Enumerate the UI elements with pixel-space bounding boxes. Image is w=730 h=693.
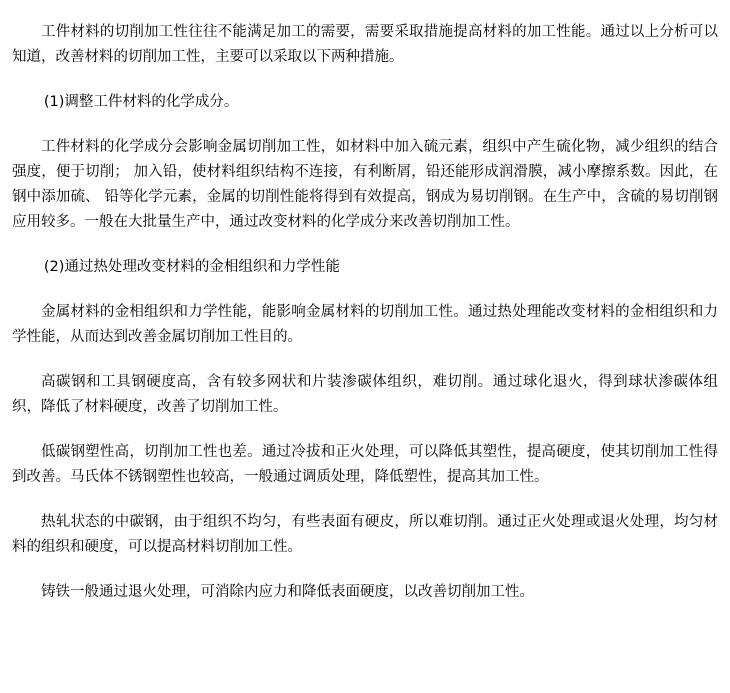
low-carbon-steel-paragraph: 低碳钢塑性高，切削加工性也差。通过冷拔和正火处理，可以降低其塑性，提高硬度，使其切削加工性得到改善。马氏体不锈钢塑性也较高，一般通过调质处理，降低塑性，提高其加工性。 — [12, 444, 718, 485]
chemical-composition-paragraph: 工件材料的化学成分会影响金属切削加工性，如材料中加入硫元素，组织中产生硫化物，减少组织的结合强度，便于切削； 加入铅，使材料组织结构不连接，有利断屑，铅还能形成润滑膜，减小摩擦系数。因此，在钢中添加硫、 铅等化学元素，金属的切削性能将得到有效提高，钢成为易切削钢。在生产中，含硫的易切削钢应用较多。一般在大批量生产中，通过改变材料的化学成分来改善切削加工性。 — [12, 139, 718, 230]
cast-iron-paragraph: 铸铁一般通过退火处理，可消除内应力和降低表面硬度，以改善切削加工性。 — [41, 584, 534, 600]
high-carbon-steel-paragraph: 高碳钢和工具钢硬度高，含有较多网状和片装渗碳体组织，难切削。通过球化退火，得到球状渗碳体组织，降低了材料硬度，改善了切削加工性。 — [12, 374, 718, 415]
section-heading-chemical-composition: (1)调整工件材料的化学成分。 — [43, 94, 239, 110]
heat-treatment-intro-paragraph: 金属材料的金相组织和力学性能，能影响金属材料的切削加工性。通过热处理能改变材料的金相组织和力学性能，从而达到改善金属切削加工性目的。 — [12, 304, 718, 345]
section-heading-heat-treatment: (2)通过热处理改变材料的金相组织和力学性能 — [43, 259, 340, 275]
intro-paragraph: 工件材料的切削加工性往往不能满足加工的需要，需要采取措施提高材料的加工性能。通过以上分析可以知道，改善材料的切削加工性，主要可以采取以下两种措施。 — [12, 24, 718, 65]
hot-rolled-medium-carbon-steel-paragraph: 热轧状态的中碳钢，由于组织不均匀，有些表面有硬皮，所以难切削。通过正火处理或退火处理，均匀材料的组织和硬度，可以提高材料切削加工性。 — [12, 514, 718, 555]
